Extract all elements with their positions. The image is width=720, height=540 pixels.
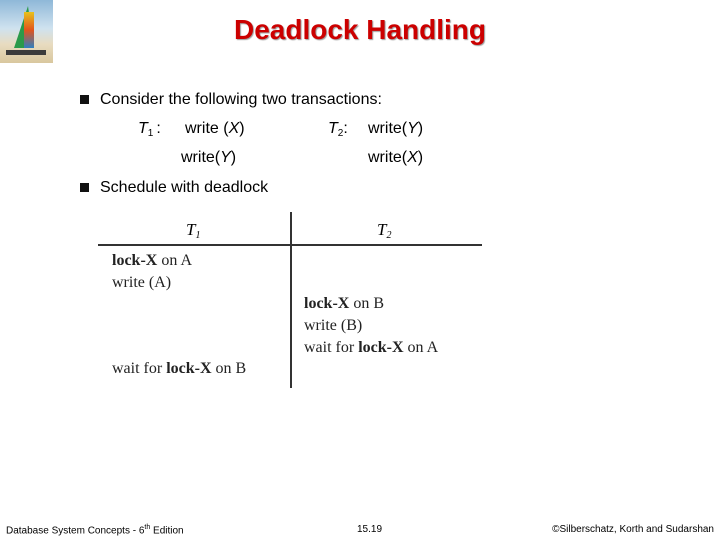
t1-op-wait-lock-b: wait for lock-X on B [112, 360, 247, 377]
t2-op1: write(Y) [368, 120, 424, 137]
bullet-square-icon [80, 95, 89, 104]
t2-op-write-b: write (B) [304, 317, 363, 334]
t1-op1: write (X) [185, 120, 245, 137]
footer-left: Database System Concepts - 6th Edition [6, 524, 184, 537]
t1-op2: write(Y) [181, 149, 237, 166]
t2-op-lock-b: lock-X on B [304, 295, 384, 312]
schedule-col-t2: $T_2$ [377, 220, 392, 241]
t1-op-lock-a: lock-X on A [112, 252, 192, 269]
schedule-table [98, 212, 482, 388]
t2-op-wait-lock-a: wait for lock-X on A [304, 339, 439, 356]
t1-op-write-a: write (A) [112, 274, 172, 291]
t2-op2: write(X) [368, 149, 424, 166]
bullet-text: Consider the following two transactions: [100, 91, 382, 108]
boat-hull [6, 50, 46, 55]
t2-label: $T_2$: [328, 120, 348, 139]
schedule-col-t1: $T_1$ [186, 220, 201, 241]
slide-title: Deadlock Handling [233, 14, 487, 45]
footer-page-number: 15.19 [357, 524, 383, 535]
schedule-column-divider [290, 212, 292, 388]
bullet-square-icon [80, 183, 89, 192]
footer-copyright: ©Silberschatz, Korth and Sudarshan [552, 524, 714, 535]
bullet-text: Schedule with deadlock [100, 179, 269, 196]
t1-label: $T_1$ : [138, 120, 161, 139]
